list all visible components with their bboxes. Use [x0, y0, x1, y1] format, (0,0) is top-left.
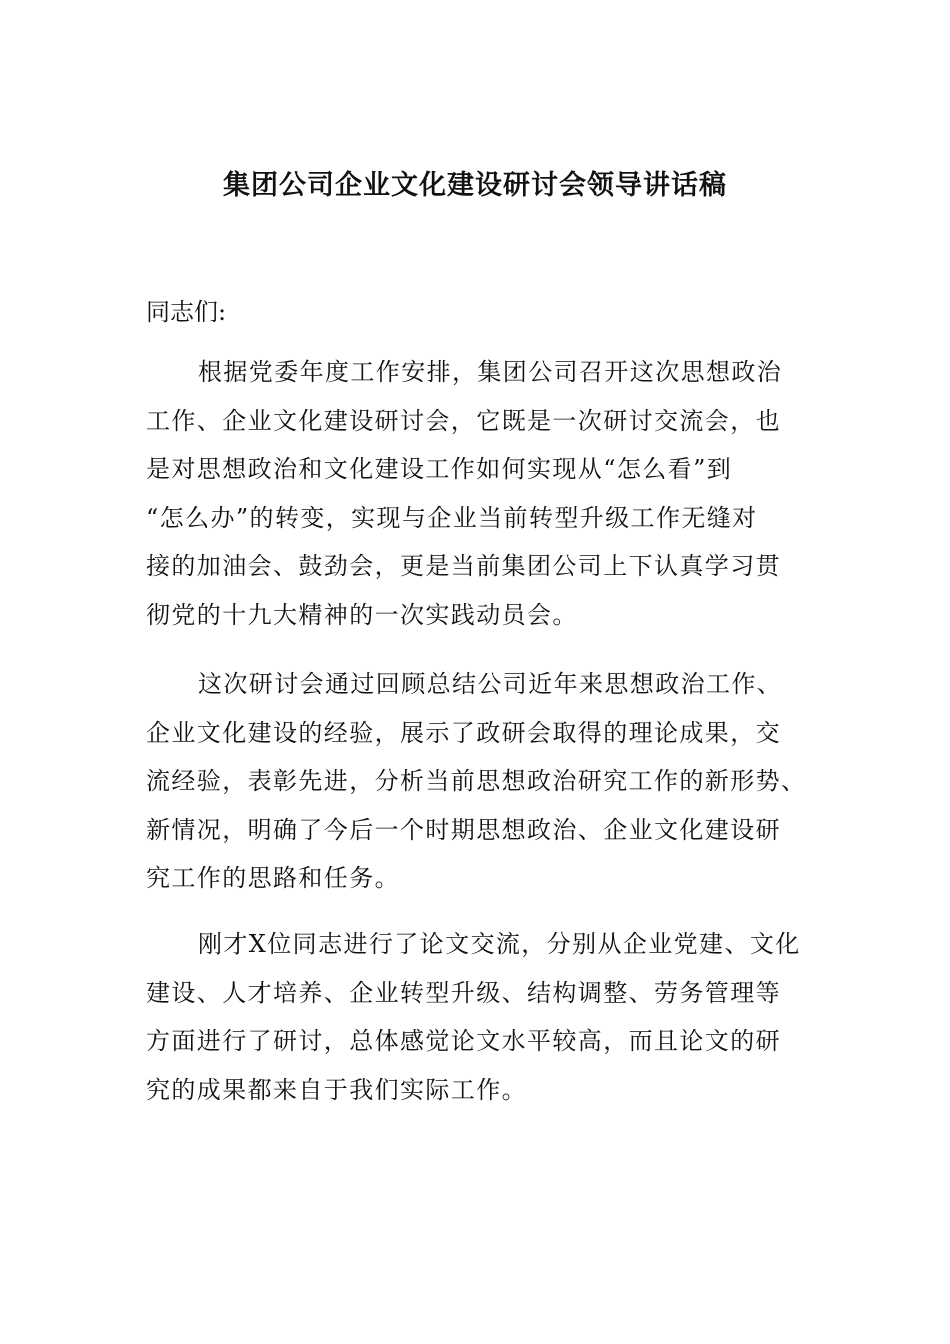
- paragraph-line: 新情况，明确了今后一个时期思想政治、企业文化建设研: [146, 815, 781, 844]
- paragraph-line: 建设、人才培养、企业转型升级、结构调整、劳务管理等: [146, 978, 781, 1007]
- body-paragraph-2: [146, 660, 806, 903]
- paragraph-line: 流经验，表彰先进，分析当前思想政治研究工作的新形势、: [146, 767, 807, 795]
- body-paragraph-3: [146, 920, 801, 1114]
- paragraph-line: 彻党的十九大精神的一次实践动员会。: [146, 600, 578, 629]
- paragraph-line: 方面进行了研讨，总体感觉论文水平较高，而且论文的研: [146, 1027, 781, 1055]
- document-title: 集团公司企业文化建设研讨会领导讲话稿: [223, 170, 727, 201]
- paragraph-line: 究工作的思路和任务。: [146, 864, 400, 892]
- paragraph-line: 工作、企业文化建设研讨会，它既是一次研讨交流会，也: [146, 406, 781, 435]
- body-paragraph-1: [146, 348, 782, 639]
- paragraph-line: 是对思想政治和文化建设工作如何实现从“怎么看”到: [146, 455, 733, 483]
- paragraph-line: 这次研讨会通过回顾总结公司近年来思想政治工作、: [198, 670, 783, 698]
- paragraph-line: 接的加油会、鼓劲会，更是当前集团公司上下认真学习贯: [146, 552, 781, 580]
- paragraph-line: 究的成果都来自于我们实际工作。: [146, 1075, 527, 1104]
- paragraph-line: 根据党委年度工作安排，集团公司召开这次思想政治: [198, 358, 783, 386]
- paragraph-line: 企业文化建设的经验，展示了政研会取得的理论成果，交: [146, 718, 781, 747]
- salutation: 同志们:: [146, 298, 227, 326]
- paragraph-line: “怎么办”的转变，实现与企业当前转型升级工作无缝对: [146, 503, 758, 532]
- paragraph-line: 刚才X位同志进行了论文交流，分别从企业党建、文化: [198, 930, 801, 958]
